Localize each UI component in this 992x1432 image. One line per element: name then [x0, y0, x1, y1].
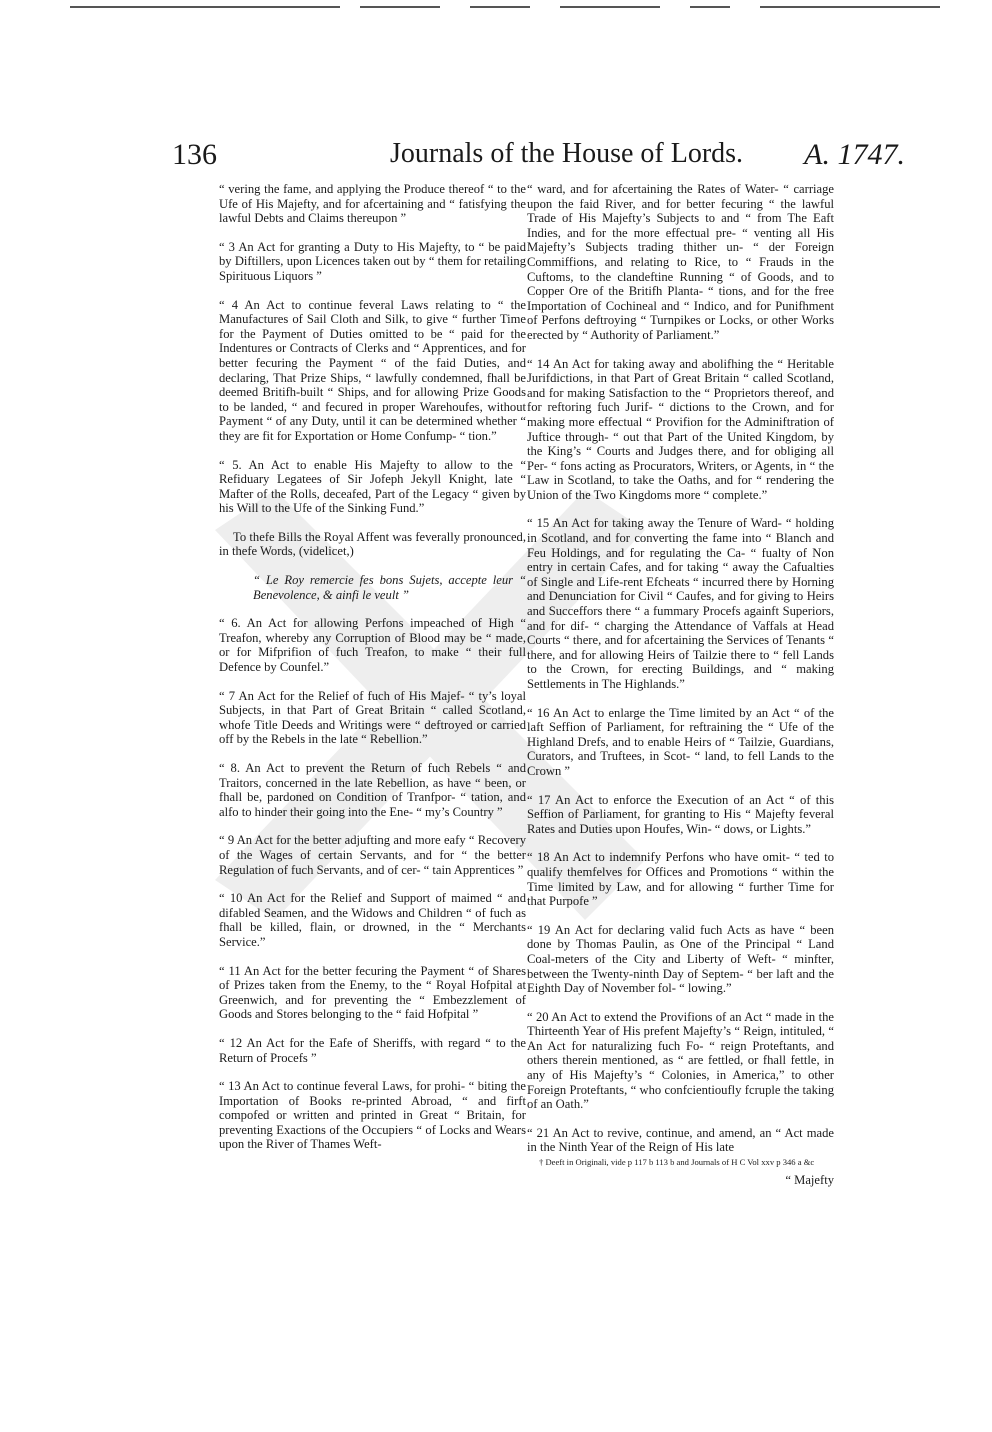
paragraph: “ 4 An Act to continue feveral Laws relating to “ the Manufactures of Sail Cloth and Silk, to give “ further Time for the Payment of Duties omitted to be “ paid for the Indentures or Contracts of Clerks and “ Apprentices, and for better fecuring the Payment “ of the faid Duties, and declaring, That Prize Ships, “ lawfully condemned, fhall be deemed Britifh-built “ Ships, and for allowing Prize Goods to be landed, “ and fecured in proper Warehoufes, without Payment “ of any Duty, until it can be determined whether “ they are fit for Exportation or Home Confump- “ tion.” — [219, 297, 526, 443]
top-rule-mid — [360, 6, 440, 8]
top-rule-mid4 — [690, 6, 730, 8]
paragraph: “ 9 An Act for the better adjufting and more eafy “ Recovery of the Wages of certain Servants, and for “ the better Regulation of fuch Servants, and of cer- “ tain Apprentices ” — [219, 833, 526, 877]
footnote: † Deeft in Originali, vide p 117 b 113 b and Journals of H C Vol xxv p 346 a &c — [539, 1157, 815, 1168]
paragraph: “ 14 An Act for taking away and abolifhing the “ Heritable Jurifdictions, in that Part of Great Britain “ called Scotland, and for making Satisfaction to the “ Proprietors thereof, and for reftoring fuch Jurif- “ dictions to the Crown, and for making more effectual “ Provifion for the Adminiftration of Juftice through- “ out that Part of the United Kingdom, by the King’s “ Courts and Judges there, and for obliging all Per- “ fons acting as Procurators, Writers, or Agents, in “ the Law in Scotland, to take the Oaths, and for “ rendering the Union of the Two Kingdoms more “ complete.” — [527, 356, 834, 502]
top-rule-mid3 — [560, 6, 660, 8]
paragraph: “ 5. An Act to enable His Majefty to allow to the “ Refiduary Legatees of Sir Jofeph Jekyll Knight, late “ Mafter of the Rolls, deceafed, Part of the Legacy “ given by his Will to the Ufe of the Sinking Fund.” — [219, 457, 526, 516]
top-rule-left — [70, 6, 340, 8]
right-column — [527, 182, 834, 1188]
paragraph: “ 10 An Act for the Relief and Support of maimed “ and difabled Seamen, and the Widows and Children “ of fuch as fhall be killed, flain, or drowned, in the “ Merchants Service.” — [219, 891, 526, 949]
page-number: 136 — [172, 138, 217, 171]
year: A. 1747. — [804, 138, 905, 171]
page-header — [160, 138, 905, 178]
paragraph: “ 11 An Act for the better fecuring the Payment “ of Shares of Prizes taken from the Enemy, to the “ Royal Hofpital at Greenwich, and for preventing the “ Embezzlement of Goods and Stores belonging to the “ faid Hofpital ” — [219, 963, 526, 1022]
top-rule-mid2 — [470, 6, 530, 8]
paragraph: “ 7 An Act for the Relief of fuch of His Majef- “ ty’s loyal Subjects, in that Part of Great Britain “ called Scotland, whofe Title Deeds and Writings were “ deftroyed or carried off by the Rebels in the late “ Rebellion.” — [219, 688, 526, 747]
paragraph: “ 18 An Act to indemnify Perfons who have omit- “ ted to qualify themfelves for Offices and Promotions “ within the Time limited by Law, and for allowing “ further Time for that Purpofe ” — [527, 850, 834, 909]
paragraph: “ 8. An Act to prevent the Return of fuch Rebels “ and Traitors, concerned in the late Rebellion, as have “ been, or fhall be, pardoned on Condition of Tranfpor- “ tation, and alfo to hinder their going into the Ene- “ my’s Country ” — [219, 761, 526, 819]
french-formula: “ Le Roy remercie fes bons Sujets, accepte leur “ Benevolence, & ainfi le veult ” — [253, 573, 526, 602]
paragraph: “ 6. An Act for allowing Perfons impeached of High “ Treafon, whereby any Corruption of Blood may be “ made, or for Mifprifion of fuch Treafon, to make “ their full Defence by Counfel.” — [219, 616, 526, 675]
paragraph: “ 15 An Act for taking away the Tenure of Ward- “ holding in Scotland, and for converting the fame into “ Blanch and Feu Holdings, and for regulating the Ca- “ fualty of Non entry in certain Cafes, and for taking “ away the Cafualties of Single and Life-rent Efcheats “ incurred there by Horning and Denunciation for Civil “ Caufes, and for giving to Heirs and Succeffors there “ a fummary Procefs againft Superiors, and for dif- “ charging the Attendance of Vaffals at Head Courts “ there, and for afcertaining the Services of Tenants “ there, and for allowing Heirs of Tailzie there to “ fell Lands to the Crown, for erecting Buildings, and “ making Settlements in The Highlands.” — [527, 516, 834, 691]
paragraph: “ 12 An Act for the Eafe of Sheriffs, with regard “ to the Return of Procefs ” — [219, 1035, 526, 1065]
paragraph: “ 16 An Act to enlarge the Time limited by an Act “ of the laft Seffion of Parliament, for reftraining the “ Ufe of the Highland Drefs, and to enable Heirs of “ Tailzie, Guardians, Curators, and Truftees, in Scot- “ land, to fell Lands to the Crown ” — [527, 705, 834, 778]
paragraph: “ 17 An Act to enforce the Execution of an Act “ of this Seffion of Parliament, for granting to His “ Majefty feveral Rates and Duties upon Houfes, Win- “ dows, or Lights.” — [527, 792, 834, 836]
journal-title: Journals of the House of Lords. — [390, 138, 744, 169]
paragraph: “ 20 An Act to extend the Provifions of an Act “ made in the Thirteenth Year of His prefent Majefty’s “ Reign, intituled, “ An Act for naturalizing fuch Fo- “ reign Proteftants, and others therein mentioned, as “ are fettled, or fhall fettle, in any of His Majefty’s “ Colonies, in America,” to other Foreign Proteftants, “ who confcientioufly fcruple the taking of an Oath.” — [527, 1009, 834, 1112]
paragraph: “ 3 An Act for granting a Duty to His Majefty, to “ be paid by Diftillers, upon Licences taken out by “ them for retailing Spirituous Liquors ” — [219, 239, 526, 283]
royal-assent-note: To thefe Bills the Royal Affent was feverally pronounced, in thefe Words, (videlicet,) — [219, 529, 526, 559]
paragraph: “ 19 An Act for declaring valid fuch Acts as have “ been done by Thomas Paulin, as One of the Principal “ Land Coal-meters of the City and Liberty of Weft- “ minfter, between the Twenty-ninth Day of Septem- “ ber laft and the Eighth Day of November fol- “ lowing.” — [527, 922, 834, 996]
paragraph: “ 13 An Act to continue feveral Laws, for prohi- “ biting the Importation of Books re-printed Abroad, “ and firft compofed or written and printed in Great “ Britain, for preventing Exactions of the Occupiers “ of Locks and Wears upon the River of Thames Weft- — [219, 1079, 526, 1152]
paragraph: “ vering the fame, and applying the Produce thereof “ to the Ufe of His Majefty, and for afcertaining and “ fatisfying the lawful Debts and Claims thereupon ” — [219, 182, 526, 226]
paragraph: “ 21 An Act to revive, continue, and amend, an “ Act made in the Ninth Year of the Reign of His late — [527, 1125, 834, 1155]
left-column — [219, 182, 526, 1166]
paragraph: “ ward, and for afcertaining the Rates of Water- “ carriage upon the faid River, and for better fecuring “ the lawful Trade of His Majefty’s Subjects to and “ from The Eaft Indies, and for the more effectual pre- “ venting all His Majefty’s Subjects trading thither un- “ der Foreign Commiffions, and relating to Rice, to “ Frauds in the Cuftoms, to the clandeftine Running “ of Goods, and to Copper Ore of the Britifh Planta- “ tions, and for the free Importation of Cochineal and “ Indico, and for Punifhment of Perfons deftroying “ Turnpikes or Locks, or other Works erected by “ Authority of Parliament.” — [527, 182, 834, 342]
top-rule-right — [760, 6, 940, 8]
catchword: “ Majefty — [785, 1173, 834, 1188]
